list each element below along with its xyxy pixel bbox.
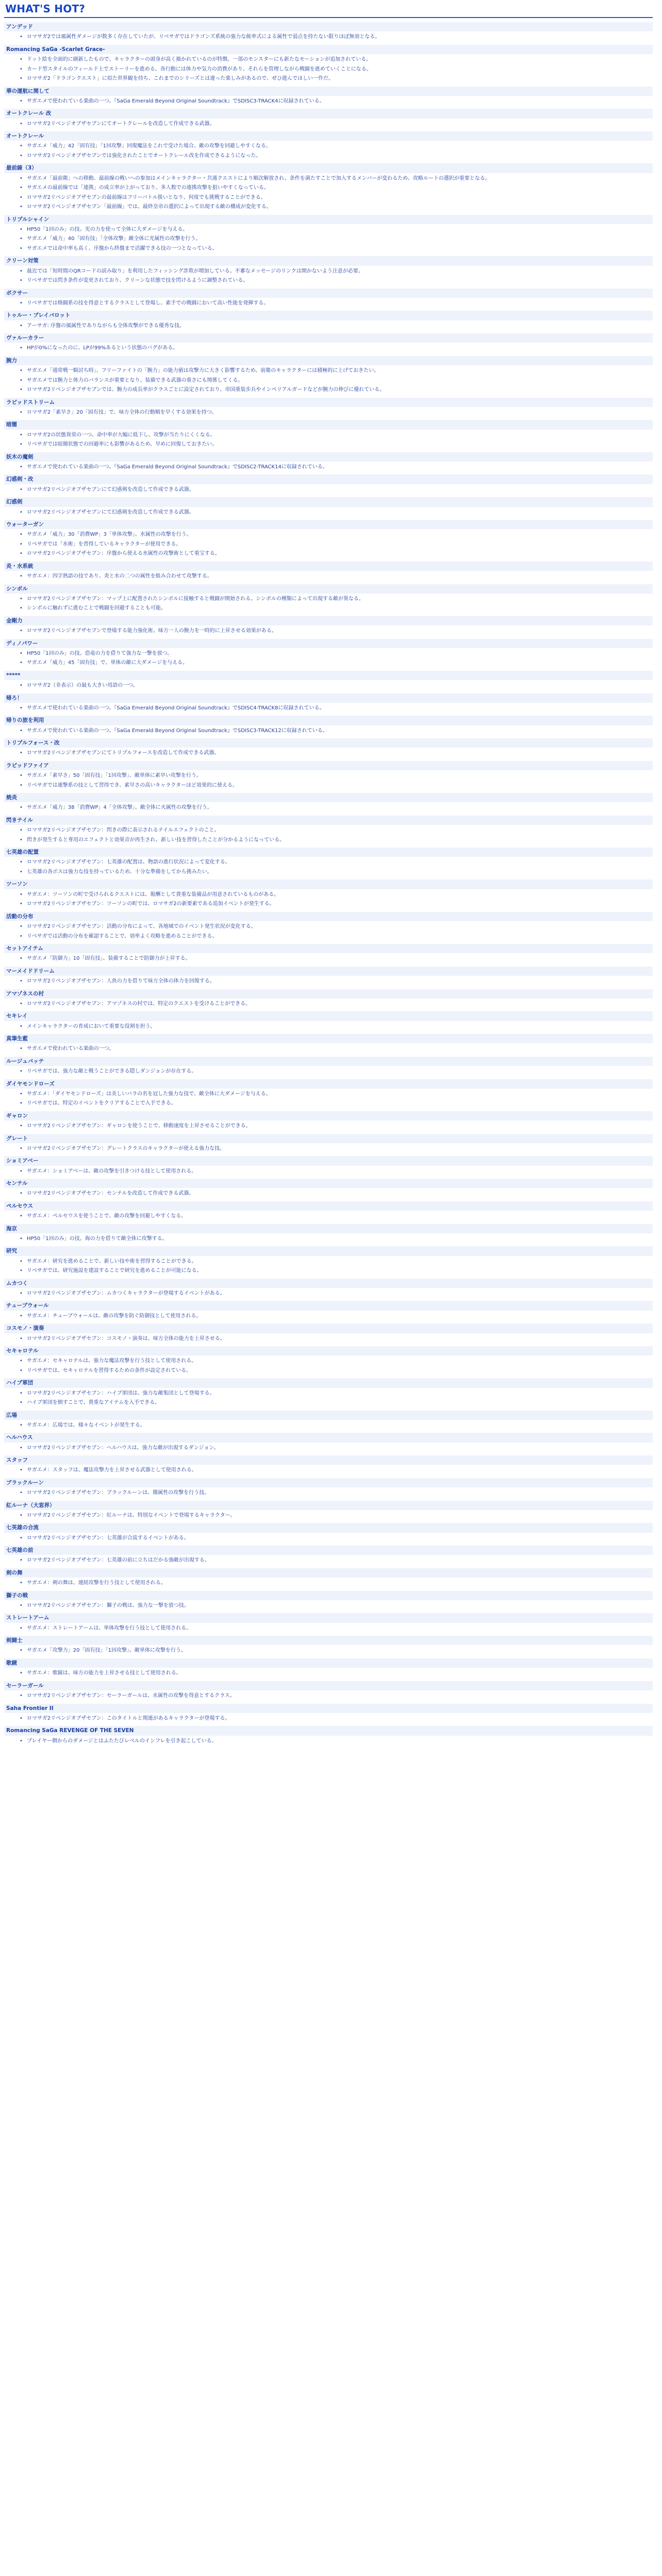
term-section bbox=[4, 256, 653, 284]
term-description-item: • カード型スタイルのフィールド上でストーリーを進める。各行動には体力や気力の消費があり、それらを管理しながら戦闘を進めていくことになる。 bbox=[20, 65, 653, 74]
term-description-item: • ロマサガ2リベンジオブザセブンでは強化されたことでオートクレール改を作成できるようになった。 bbox=[20, 152, 653, 160]
term-description-item: • リベサガでは、強力な敵と戦うことができる隠しダンジョンが存在する。 bbox=[20, 1067, 653, 1076]
term-description-list bbox=[4, 595, 653, 613]
term-heading[interactable]: 剣闘士 bbox=[4, 1636, 653, 1645]
term-list bbox=[4, 22, 653, 1745]
term-heading[interactable]: 七英雄の配置 bbox=[4, 848, 653, 857]
term-heading[interactable]: 活動の分布 bbox=[4, 912, 653, 921]
term-description-list bbox=[4, 431, 653, 449]
term-section bbox=[4, 1011, 653, 1030]
term-section bbox=[4, 109, 653, 128]
term-section bbox=[4, 1411, 653, 1430]
term-section bbox=[4, 1378, 653, 1406]
term-section bbox=[4, 1658, 653, 1677]
term-description-list bbox=[4, 1579, 653, 1587]
term-description-item: • ロマサガ2（非表示）の最も大きい用語の一つ。 bbox=[20, 682, 653, 690]
term-description-item: • メインキャラクターの育成において重要な役割を担う。 bbox=[20, 1023, 653, 1031]
term-description-list bbox=[4, 772, 653, 789]
term-section bbox=[4, 1636, 653, 1655]
term-heading[interactable]: 腕力 bbox=[4, 356, 653, 365]
term-description-item: • リベサガでは活動の分布を確認することで、効率よく攻略を進めることができる。 bbox=[20, 933, 653, 941]
term-description-item: • ロマサガ2リベンジオブザセブン：アマゾネスの村では、特定のクエストを受けることができる。 bbox=[20, 1000, 653, 1008]
term-description-item: • HP50「1回のみ」の技。海の力を借りて敵全体に攻撃する。 bbox=[20, 1235, 653, 1243]
term-section bbox=[4, 562, 653, 581]
term-description-item: • サガエメでは命中率も高く、序盤から終盤まで活躍できる技の一つとなっている。 bbox=[20, 245, 653, 253]
term-description-list bbox=[4, 1357, 653, 1375]
term-description-list bbox=[4, 33, 653, 41]
term-description-item: • リベサガでは、研究施設を建設することで研究を進めることが可能になる。 bbox=[20, 1267, 653, 1275]
term-description-list bbox=[4, 1421, 653, 1430]
term-description-item: • ロマサガ2リベンジオブザセブン：人魚の力を借りて味方全体の体力を回復する。 bbox=[20, 977, 653, 986]
term-description-list bbox=[4, 682, 653, 690]
term-description-item: • ロマサガ2リベンジオブザセブンにてオートクレールを改造して作成できる武器。 bbox=[20, 120, 653, 128]
term-description-list bbox=[4, 650, 653, 667]
term-section bbox=[4, 1034, 653, 1053]
term-description-item: • ロマサガ2では風属性ダメージが数多く存在していたが、リベサガではドラゴンズ系統の強力な統率式による属性で弱点を持たない限りほぼ無効となる。 bbox=[20, 33, 653, 41]
term-section bbox=[4, 474, 653, 494]
term-section bbox=[4, 1704, 653, 1723]
term-description-item: • ロマサガ2リベンジオブザセブン：ギャロンを使うことで、移動速度を上昇させることができる。 bbox=[20, 1122, 653, 1130]
term-description-item: • サガエメ：セキャロテルは、強力な魔法攻撃を行う技として使用される。 bbox=[20, 1357, 653, 1365]
title-divider bbox=[4, 17, 653, 18]
term-section bbox=[4, 22, 653, 41]
term-description-list bbox=[4, 1312, 653, 1320]
term-heading[interactable]: セキレイ bbox=[4, 1011, 653, 1021]
term-heading[interactable]: シンボル bbox=[4, 584, 653, 594]
term-heading[interactable]: トリプルシャイン bbox=[4, 215, 653, 224]
term-description-item: • サガエメ：ストレートアームは、単体攻撃を行う技として使用される。 bbox=[20, 1624, 653, 1633]
term-heading[interactable]: ラピッドストリーム bbox=[4, 398, 653, 407]
term-section bbox=[4, 1179, 653, 1198]
term-description-item: • ロマサガ2リベンジオブザセブン：七英雄が合流するイベントがある。 bbox=[20, 1534, 653, 1543]
term-heading[interactable]: Romancing SaGa -Scarlet Grace- bbox=[4, 45, 653, 54]
term-heading[interactable]: 幻惑剣・改 bbox=[4, 474, 653, 484]
term-section bbox=[4, 1134, 653, 1153]
term-section bbox=[4, 944, 653, 963]
term-description-item: • ロマサガ2リベンジオブザセブンでは、腕力の成長率がクラスごとに設定されており、帝国重装歩兵やインペリアルガードなどが腕力の伸びに優れている。 bbox=[20, 386, 653, 394]
term-description-list bbox=[4, 1335, 653, 1343]
term-heading[interactable]: 広場 bbox=[4, 1411, 653, 1420]
term-description-item: • 閃きが発生すると専用のエフェクトと効果音が再生され、新しい技を習得したことが分かるようになっている。 bbox=[20, 836, 653, 844]
term-heading[interactable]: ルージュバッテ bbox=[4, 1057, 653, 1066]
term-heading[interactable]: オートクレール bbox=[4, 131, 653, 141]
term-description-item: • ロマサガ2リベンジオブザセブン：活動の分布によって、各地域でのイベント発生状況が変化する。 bbox=[20, 923, 653, 931]
term-description-item: • サガエメ「威力」30「消費WP」3「単体攻撃」、水属性の攻撃を行う。 bbox=[20, 531, 653, 539]
term-heading[interactable]: 幻惑剣 bbox=[4, 497, 653, 506]
term-description-item: • サガエメ：ショミアベーは、敵の攻撃を引きつける技として使用される。 bbox=[20, 1167, 653, 1176]
term-description-item: • ロマサガ2の状態異常の一つ。命中率が大幅に低下し、攻撃が当たりにくくなる。 bbox=[20, 431, 653, 439]
term-description-item: • ロマサガ2リベンジオブザセブン：序盤から使える水属性の攻撃術として重宝する。 bbox=[20, 550, 653, 558]
term-description-list bbox=[4, 1023, 653, 1031]
term-section bbox=[4, 761, 653, 789]
term-section bbox=[4, 1501, 653, 1520]
term-description-list bbox=[4, 322, 653, 330]
term-heading[interactable]: ヘルハウス bbox=[4, 1433, 653, 1442]
term-description-item: • HP50「1回のみ」の技。光の力を使って全体に大ダメージを与える。 bbox=[20, 226, 653, 234]
term-description-list bbox=[4, 923, 653, 940]
term-description-item: • ロマサガ2リベンジオブザセブンにて幻惑剣を改造して作成できる武器。 bbox=[20, 486, 653, 494]
term-heading[interactable]: グレート bbox=[4, 1134, 653, 1143]
term-section bbox=[4, 1156, 653, 1175]
term-heading[interactable]: 海京 bbox=[4, 1224, 653, 1233]
term-description-list bbox=[4, 267, 653, 285]
term-description-item: • ロマサガ2リベンジオブザセブンの最前線はフリーバトル扱いとなり、何度でも挑戦することができる。 bbox=[20, 194, 653, 202]
term-description-item: • ロマサガ2リベンジオブザセブンで登場する能力強化術。味方一人の腕力を一時的に上昇させる効果がある。 bbox=[20, 627, 653, 635]
term-description-list bbox=[4, 531, 653, 558]
term-heading[interactable]: ヴァルーカラー bbox=[4, 333, 653, 343]
term-heading[interactable]: Romancing SaGa REVENGE OF THE SEVEN bbox=[4, 1726, 653, 1735]
term-section bbox=[4, 1346, 653, 1375]
term-description-item: • サガエメ「威力」42「固有技」「1回攻撃」回復魔法をこれで受けた場合、敵の攻撃を回避しやすくなる。 bbox=[20, 142, 653, 150]
term-section bbox=[4, 452, 653, 471]
term-section bbox=[4, 1455, 653, 1475]
term-description-item: • ロマサガ2リベンジオブザセブン：グレートクラスのキャラクターが使える強力な技。 bbox=[20, 1145, 653, 1153]
term-description-list bbox=[4, 749, 653, 757]
term-section bbox=[4, 1523, 653, 1542]
term-section bbox=[4, 716, 653, 735]
term-section bbox=[4, 1246, 653, 1275]
term-heading[interactable]: セキャロテル bbox=[4, 1346, 653, 1355]
term-description-item: • リベサガでは暗闇状態での回避率にも影響があるため、早めに回復しておきたい。 bbox=[20, 440, 653, 449]
term-heading[interactable]: 帰ろ！ bbox=[4, 693, 653, 703]
term-description-item: • サガエメで使われている楽曲の一つ。『SaGa Emerald Beyond Original Soundtrack』でSDISC3-TRACK4に収録されている。 bbox=[20, 97, 653, 106]
term-description-item: • 七英雄の各ボスは強力な技を持っているため、十分な準備をしてから挑みたい。 bbox=[20, 868, 653, 876]
term-section bbox=[4, 1591, 653, 1610]
term-description-list bbox=[4, 1669, 653, 1677]
term-section bbox=[4, 520, 653, 558]
term-section bbox=[4, 967, 653, 986]
term-heading[interactable]: 焼炎 bbox=[4, 793, 653, 802]
term-description-list bbox=[4, 1602, 653, 1610]
term-heading[interactable]: センテル bbox=[4, 1179, 653, 1188]
term-description-item: • サガエメの最前線では「連携」の成立率が上がっており、多人数での連携攻撃を狙いやすくなっている。 bbox=[20, 184, 653, 192]
term-section bbox=[4, 1613, 653, 1632]
term-description-list bbox=[4, 1190, 653, 1198]
term-heading[interactable]: 獅子の戦 bbox=[4, 1591, 653, 1600]
term-description-list bbox=[4, 1466, 653, 1475]
term-description-list bbox=[4, 463, 653, 471]
term-heading[interactable]: ムカつく bbox=[4, 1279, 653, 1288]
term-heading[interactable]: オートクレール 改 bbox=[4, 109, 653, 118]
term-section bbox=[4, 1324, 653, 1343]
term-description-list bbox=[4, 486, 653, 494]
term-heading[interactable]: アマゾネスの村 bbox=[4, 989, 653, 998]
term-description-list bbox=[4, 704, 653, 713]
term-description-list bbox=[4, 1212, 653, 1221]
term-heading[interactable]: Saha Frontier II bbox=[4, 1704, 653, 1713]
term-description-item: • ロマサガ2リベンジオブザセブン：ブラックルーンは、闇属性の攻撃を行う技。 bbox=[20, 1489, 653, 1497]
term-description-item: • サガエメ「防御力」10「固有技」、装備することで防御力が上昇する。 bbox=[20, 955, 653, 963]
term-description-item: • ロマサガ2リベンジオブザセブン：セーラーガールは、水属性の攻撃を得意とするクラス。 bbox=[20, 1692, 653, 1700]
term-description-list bbox=[4, 1258, 653, 1275]
term-description-item: • ロマサガ2リベンジオブザセブン：ムカつくキャラクターが登場するイベントがある。 bbox=[20, 1290, 653, 1298]
term-description-item: • サガエメ：スタッフは、魔法攻撃力を上昇させる武器として使用される。 bbox=[20, 1466, 653, 1475]
term-section bbox=[4, 1057, 653, 1076]
term-description-item: • ロマサガ2リベンジオブザセブンにて幻惑剣を改造して作成できる武器。 bbox=[20, 509, 653, 517]
term-heading[interactable]: 妖木の魔剣 bbox=[4, 452, 653, 462]
term-description-item: • サガエメ「攻撃力」20「固有技」「1回攻撃」、敵単体に攻撃を行う。 bbox=[20, 1647, 653, 1655]
term-heading[interactable]: 閃きテイル bbox=[4, 816, 653, 825]
term-description-item: • サガエメで使われている楽曲の一つ。『SaGa Emerald Beyond Original Soundtrack』でSDISC3-TRACK12に収録されている。 bbox=[20, 727, 653, 735]
term-description-list bbox=[4, 1444, 653, 1452]
term-heading[interactable]: セーラーガール bbox=[4, 1681, 653, 1690]
term-heading[interactable]: マーメイドドリーム bbox=[4, 967, 653, 976]
term-heading[interactable]: 七英雄の合流 bbox=[4, 1523, 653, 1532]
term-description-list bbox=[4, 367, 653, 394]
term-section bbox=[4, 398, 653, 417]
term-description-item: • リベサガでは「水術」を習得しているキャラクターが使用できる。 bbox=[20, 540, 653, 549]
term-heading[interactable]: 最前線（3） bbox=[4, 163, 653, 173]
term-section bbox=[4, 1433, 653, 1452]
term-heading[interactable]: コスモノ・演奏 bbox=[4, 1324, 653, 1333]
term-description-list bbox=[4, 1647, 653, 1655]
term-section bbox=[4, 848, 653, 876]
term-heading[interactable]: ハイブ軍団 bbox=[4, 1378, 653, 1387]
term-description-item: • ロマサガ2リベンジオブザセブン：獅子の戦は、強力な一撃を放つ技。 bbox=[20, 1602, 653, 1610]
term-description-list bbox=[4, 120, 653, 128]
term-description-item: • ロマサガ2リベンジオブザセブンにてトリプルフォースを改造して作成できる武器。 bbox=[20, 749, 653, 757]
term-description-list bbox=[4, 1512, 653, 1520]
term-description-list bbox=[4, 1715, 653, 1723]
term-description-list bbox=[4, 1624, 653, 1633]
term-description-item: • サガエメ：研究を進めることで、新しい技や術を習得することができる。 bbox=[20, 1258, 653, 1266]
term-description-item: • ロマサガ2リベンジオブザセブン：七英雄の配置は、物語の進行状況によって変化する。 bbox=[20, 858, 653, 867]
term-section bbox=[4, 1201, 653, 1221]
term-description-list bbox=[4, 142, 653, 160]
term-section bbox=[4, 1224, 653, 1243]
term-heading[interactable]: ダイヤモンドローズ bbox=[4, 1079, 653, 1089]
term-section bbox=[4, 1478, 653, 1497]
term-description-list bbox=[4, 977, 653, 986]
term-description-item: • プレイヤー側からのダメージとはふたたびレベルのインフレを引き起こしている。 bbox=[20, 1737, 653, 1745]
term-heading[interactable]: 研究 bbox=[4, 1246, 653, 1256]
term-description-item: • ロマサガ2リベンジオブザセブン：センテルを改造して作成できる武器。 bbox=[20, 1190, 653, 1198]
term-section bbox=[4, 420, 653, 448]
term-section bbox=[4, 693, 653, 713]
term-description-list bbox=[4, 1737, 653, 1745]
term-heading[interactable]: ***** bbox=[4, 671, 653, 680]
term-heading[interactable]: 暗闇 bbox=[4, 420, 653, 429]
term-section bbox=[4, 1301, 653, 1320]
term-description-list bbox=[4, 858, 653, 876]
term-heading[interactable]: トゥルー・ブレイバロット bbox=[4, 311, 653, 320]
term-heading[interactable]: 帰りの旅を利用 bbox=[4, 716, 653, 725]
term-description-item: • ロマサガ2リベンジオブザセブン：このタイトルと関連があるキャラクターが登場する。 bbox=[20, 1715, 653, 1723]
term-description-item: • サガエメ「通常戦一騎討ち時」、フリーファイトの「腕力」の能力値は攻撃力に大きく影響するため、前衛のキャラクターには積極的に上げておきたい。 bbox=[20, 367, 653, 375]
term-heading[interactable]: ショミアベー bbox=[4, 1156, 653, 1165]
term-description-item: • ロマサガ2リベンジオブザセブン：ハイブ軍団は、強力な敵集団として登場する。 bbox=[20, 1389, 653, 1398]
term-description-item: • ロマサガ2リベンジオブザセブン：ヘルハウスは、強力な敵が出現するダンジョン。 bbox=[20, 1444, 653, 1452]
term-section bbox=[4, 87, 653, 106]
term-description-list bbox=[4, 1067, 653, 1076]
term-heading[interactable]: ウォーターガン bbox=[4, 520, 653, 529]
term-description-list bbox=[4, 891, 653, 908]
term-description-list bbox=[4, 1389, 653, 1407]
term-section bbox=[4, 1568, 653, 1587]
term-heading[interactable]: スタッフ bbox=[4, 1455, 653, 1465]
term-description-item: • ハイブ軍団を倒すことで、貴重なアイテムを入手できる。 bbox=[20, 1399, 653, 1407]
term-heading[interactable]: ギャロン bbox=[4, 1111, 653, 1121]
term-description-item: • シンボルに触れずに進むことで戦闘を回避することも可能。 bbox=[20, 604, 653, 613]
term-description-item: • サガエメ：ツーソンの町で受けられるクエストには、報酬として貴重な装備品が用意されているものがある。 bbox=[20, 891, 653, 899]
term-description-item: • 最近では「短時間のQRコードの読み取り」を利用したフィッシング詐欺が増加している。不審なメッセージのリンクは開かないよう注意が必要。 bbox=[20, 267, 653, 276]
term-description-item: • ロマサガ2リベンジオブザセブン：コスモノ・演奏は、味方全体の能力を上昇させる。 bbox=[20, 1335, 653, 1343]
term-description-item: • ロマサガ2リベンジオブザセブン：七英雄の前に立ちはだかる強敵が出現する。 bbox=[20, 1556, 653, 1565]
term-section bbox=[4, 1546, 653, 1565]
term-description-item: • サガエメ「威力」45「固有技」で、単体の敵に大ダメージを与える。 bbox=[20, 659, 653, 667]
term-description-list bbox=[4, 1145, 653, 1153]
term-description-item: • サガエメでは腕力と体力のバランスが重要となり、装備できる武器の重さにも関係してくる。 bbox=[20, 377, 653, 385]
term-heading[interactable]: チューブウォール bbox=[4, 1301, 653, 1310]
term-section bbox=[4, 163, 653, 211]
term-section bbox=[4, 639, 653, 667]
term-description-list bbox=[4, 1290, 653, 1298]
term-description-list bbox=[4, 344, 653, 352]
term-description-item: • リベサガでは閃き条件が変更されており、クリーンな状態で技を閃けるように調整されている。 bbox=[20, 277, 653, 285]
term-description-item: • HPが0%になったのに、LPが99%あるという状態のバグがある。 bbox=[20, 344, 653, 352]
term-heading[interactable]: 歌鏡 bbox=[4, 1658, 653, 1668]
term-description-item: • サガエメで使われている楽曲の一つ。『SaGa Emerald Beyond Original Soundtrack』でSDISC2-TRACK14に収録されている。 bbox=[20, 463, 653, 471]
term-description-item: • ドット絵を全面的に刷新したもので、キャラクターの頭身が高く描かれているのが特徴。一部のモンスターにも新たなモーションが追加されている。 bbox=[20, 56, 653, 64]
term-description-item: • サガエメで使われている楽曲の一つ。『SaGa Emerald Beyond Original Soundtrack』でSDISC4-TRACK8に収録されている。 bbox=[20, 704, 653, 713]
term-description-list bbox=[4, 1556, 653, 1565]
term-description-list bbox=[4, 409, 653, 417]
term-heading[interactable]: ペルセウス bbox=[4, 1201, 653, 1211]
term-section bbox=[4, 131, 653, 160]
term-description-list bbox=[4, 97, 653, 106]
term-description-item: • サガエメ：剣の舞は、連続攻撃を行う技として使用される。 bbox=[20, 1579, 653, 1587]
term-heading[interactable]: セットアイテム bbox=[4, 944, 653, 953]
term-section bbox=[4, 989, 653, 1008]
term-description-item: • サガエメ：ペルセウスを使うことで、敵の攻撃を回避しやすくなる。 bbox=[20, 1212, 653, 1221]
term-description-item: • HP50「1回のみ」の技。恐竜の力を借りて強力な一撃を放つ。 bbox=[20, 650, 653, 658]
term-description-list bbox=[4, 804, 653, 812]
term-section bbox=[4, 912, 653, 940]
term-description-list bbox=[4, 627, 653, 635]
term-section bbox=[4, 1726, 653, 1745]
term-description-list bbox=[4, 727, 653, 735]
page bbox=[0, 2, 662, 1745]
term-heading[interactable]: 華の運航に関して bbox=[4, 87, 653, 96]
term-heading[interactable]: ストレートアーム bbox=[4, 1613, 653, 1622]
term-section bbox=[4, 497, 653, 516]
term-description-item: • リベサガでは連撃系の技として習得でき、素早さの高いキャラクターほど効果的に使える。 bbox=[20, 782, 653, 790]
term-heading[interactable]: 七英雄の前 bbox=[4, 1546, 653, 1555]
term-heading[interactable]: クリーン対策 bbox=[4, 256, 653, 265]
term-section bbox=[4, 879, 653, 908]
term-heading[interactable]: アンデッド bbox=[4, 22, 653, 31]
term-description-list bbox=[4, 572, 653, 581]
term-description-item: • サガエメ：チューブウォールは、敵の攻撃を防ぐ防御技として使用される。 bbox=[20, 1312, 653, 1320]
term-description-item: • サガエメ：歌鏡は、味方の能力を上昇させる技として使用される。 bbox=[20, 1669, 653, 1677]
term-description-list bbox=[4, 175, 653, 211]
term-description-list bbox=[4, 299, 653, 308]
term-section bbox=[4, 215, 653, 253]
term-description-list bbox=[4, 56, 653, 83]
term-description-item: • サガエメ：広場では、様々なイベントが発生する。 bbox=[20, 1421, 653, 1430]
term-description-item: • サガエメ「威力」40「固有技」「全体攻撃」敵全体に光属性の攻撃を行う。 bbox=[20, 235, 653, 243]
term-description-item: • サガエメで使われている楽曲の一つ。 bbox=[20, 1045, 653, 1053]
term-heading[interactable]: 剣の舞 bbox=[4, 1568, 653, 1578]
term-description-item: • リベサガでは、特定のイベントをクリアすることで入手できる。 bbox=[20, 1099, 653, 1108]
term-heading[interactable]: ボクサー bbox=[4, 289, 653, 298]
term-description-item: • ロマサガ2リベンジオブザセブン：ツーソンの町では、ロマサガ2の新要素である追加イベントが発生する。 bbox=[20, 900, 653, 908]
term-section bbox=[4, 1111, 653, 1130]
term-description-item: • ロマサガ2「素早さ」20「固有技」で、味方全体の行動順を早くする効果を持つ。 bbox=[20, 409, 653, 417]
term-description-list bbox=[4, 955, 653, 963]
term-heading[interactable]: ツーソン bbox=[4, 879, 653, 889]
term-description-item: • リベサガでは、セキャロテルを習得するための条件が設定されている。 bbox=[20, 1367, 653, 1375]
term-description-list bbox=[4, 1692, 653, 1700]
term-description-list bbox=[4, 1534, 653, 1543]
term-heading[interactable]: トリプルフォース・改 bbox=[4, 738, 653, 748]
term-heading[interactable]: ラピッドファイア bbox=[4, 761, 653, 770]
term-description-list bbox=[4, 509, 653, 517]
term-section bbox=[4, 616, 653, 635]
term-section bbox=[4, 584, 653, 613]
term-section bbox=[4, 333, 653, 352]
term-description-list bbox=[4, 1489, 653, 1497]
term-description-item: • ロマサガ2リベンジオブザセブン：マップ上に配置されたシンボルに接触すると戦闘が開始される。シンボルの種類によって出現する敵が異なる。 bbox=[20, 595, 653, 603]
term-section bbox=[4, 1079, 653, 1108]
term-description-item: • ロマサガ2リベンジオブザセブン：閃きの際に表示されるテイルエフェクトのこと。 bbox=[20, 826, 653, 835]
term-section bbox=[4, 289, 653, 308]
term-description-item: • ロマサガ2「ドラゴンクエスト」に似た世界観を持ち、これまでのシリーズとは違った楽しみがあるので、ぜひ遊んでほしい一作だ。 bbox=[20, 75, 653, 83]
term-heading[interactable]: 金剛力 bbox=[4, 616, 653, 625]
term-description-item: • サガエメ「威力」38「消費WP」4「全体攻撃」、敵全体に火属性の攻撃を行う。 bbox=[20, 804, 653, 812]
term-section bbox=[4, 311, 653, 330]
term-description-item: • サガエメ：「ダイヤモンドローズ」は美しいバラの名を冠した強力な技で、敵全体に大ダメージを与える。 bbox=[20, 1090, 653, 1098]
term-heading[interactable]: 紅ルーナ（大窓界） bbox=[4, 1501, 653, 1510]
term-heading[interactable]: ブラックルーン bbox=[4, 1478, 653, 1487]
term-description-list bbox=[4, 1000, 653, 1008]
term-section bbox=[4, 816, 653, 844]
term-section bbox=[4, 793, 653, 812]
term-heading[interactable]: 真筆生藍 bbox=[4, 1034, 653, 1043]
term-description-list bbox=[4, 1122, 653, 1130]
term-description-list bbox=[4, 1167, 653, 1176]
term-description-item: • ロマサガ2リベンジオブザセブン：紅ルーナは、特別なイベントで登場するキャラクター。 bbox=[20, 1512, 653, 1520]
term-description-item: • サガエメ：四字熟語の技であり、炎と水の二つの属性を組み合わせて攻撃する。 bbox=[20, 572, 653, 581]
page-title: WHAT'S HOT? bbox=[5, 3, 86, 15]
term-description-item: • アーサガ: 序盤の風属性でありながらも全体攻撃ができる優秀な技。 bbox=[20, 322, 653, 330]
term-description-item: • サガエメ「最前衛」への移動、最前線の戦いへの参加はメインキャラクター・共通クエストにより順次解放され、条件を満たすことで加入するメンバーが変わるため、攻略ルートの選択が重要となる。 bbox=[20, 175, 653, 183]
term-description-list bbox=[4, 226, 653, 253]
term-description-item: • リベサガでは格闘系の技を得意とするクラスとして登場し、素手での戦闘において高い性能を発揮する。 bbox=[20, 299, 653, 308]
term-section bbox=[4, 1279, 653, 1298]
term-heading[interactable]: 炎・水系統 bbox=[4, 562, 653, 571]
term-heading[interactable]: ディノパワー bbox=[4, 639, 653, 648]
term-section bbox=[4, 356, 653, 394]
term-description-list bbox=[4, 1045, 653, 1053]
term-section bbox=[4, 671, 653, 690]
term-section bbox=[4, 45, 653, 83]
term-description-list bbox=[4, 1235, 653, 1243]
term-description-list bbox=[4, 826, 653, 844]
term-description-list bbox=[4, 1090, 653, 1108]
term-section bbox=[4, 1681, 653, 1700]
term-description-item: • ロマサガ2リベンジオブザセブン「最前線」では、最終皇帝の選択によって出現する敵の構成が変化する。 bbox=[20, 203, 653, 211]
term-section bbox=[4, 738, 653, 757]
term-description-item: • サガエメ「素早さ」50「固有技」「1回攻撃」、敵単体に素早い攻撃を行う。 bbox=[20, 772, 653, 780]
